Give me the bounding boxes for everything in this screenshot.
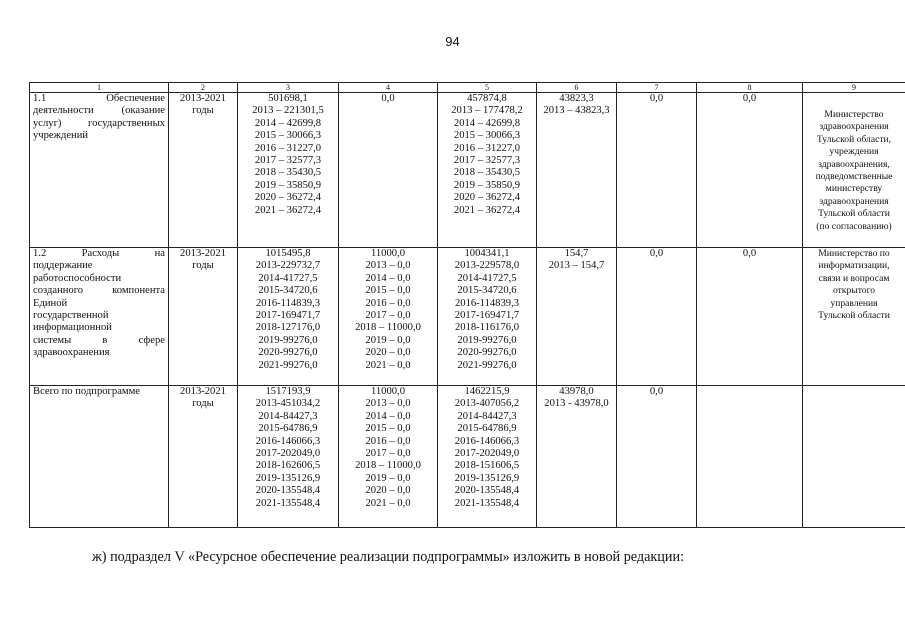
- cell-line: 2018 – 11000,0: [355, 322, 421, 334]
- header-cell: 9: [803, 83, 905, 93]
- cell-line: (по согласованию): [816, 220, 892, 232]
- cell-line: учреждения: [829, 146, 879, 158]
- cell-line: здравоохранения: [819, 195, 889, 207]
- cell-line: системы в сфере: [33, 334, 165, 346]
- cell-line: информационной: [33, 322, 112, 334]
- row-col4-cell: [339, 93, 438, 248]
- amendment-paragraph: ж) подраздел V «Ресурсное обеспечение реализации подпрограммы» изложить в новой редакции:: [92, 549, 685, 565]
- cell-line: подведомственные: [815, 171, 893, 183]
- cell-line: Тульской области: [818, 208, 890, 220]
- row-total-cell: [238, 93, 339, 248]
- cell-line: открытого: [832, 285, 876, 297]
- row-executor-cell: [803, 93, 905, 248]
- cell-line: 2016 – 0,0: [365, 297, 411, 309]
- cell-line: 2015-34720,6: [457, 285, 517, 297]
- cell-line: 2013-229578,0: [454, 260, 520, 272]
- cell-line: 2014 – 42699,8: [453, 117, 521, 129]
- cell-line: 2018 – 11000,0: [355, 460, 421, 472]
- table-row: [30, 93, 905, 248]
- cell-line: 2016 – 31227,0: [254, 142, 322, 154]
- cell-line: 2016 – 31227,0: [453, 142, 521, 154]
- row-col6-cell: [537, 386, 617, 528]
- cell-line: 2013 – 154,7: [548, 260, 605, 272]
- cell-line: 1.1 Обеспечение: [33, 93, 165, 104]
- row-executor-cell: [803, 248, 905, 386]
- row-col4-cell: [339, 386, 438, 528]
- row-col8-cell: [697, 93, 803, 248]
- cell-line: 2013-451034,2: [255, 398, 321, 410]
- cell-line: поддержание: [33, 260, 93, 272]
- cell-line: деятельности (оказание: [33, 105, 165, 117]
- table-header-row: [30, 83, 905, 93]
- table-row: [30, 386, 905, 528]
- cell-line: 2016-146066,3: [454, 435, 520, 447]
- header-cell: 6: [537, 83, 617, 93]
- cell-line: 2020-135548,4: [454, 485, 520, 497]
- cell-line: 2015 – 0,0: [365, 423, 411, 435]
- cell-line: 43823,3: [559, 93, 594, 104]
- cell-line: 2016 – 0,0: [365, 435, 411, 447]
- cell-line: 0,0: [649, 93, 664, 104]
- row-name-cell: [30, 386, 169, 528]
- cell-line: Всего по подпрограмме: [33, 386, 141, 397]
- cell-line: 2021 – 36272,4: [453, 204, 521, 216]
- cell-line: 2017 – 0,0: [365, 448, 411, 460]
- cell-line: 2020 – 36272,4: [453, 192, 521, 204]
- cell-line: 1.2 Расходы на: [33, 248, 165, 259]
- cell-line: 11000,0: [370, 248, 406, 259]
- cell-line: 2015-64786,9: [457, 423, 517, 435]
- header-cell: 8: [697, 83, 803, 93]
- header-cell: 5: [438, 83, 537, 93]
- cell-line: 2014-41727,5: [457, 272, 517, 284]
- header-cell: 4: [339, 83, 438, 93]
- cell-line: 2021-135548,4: [255, 497, 321, 509]
- cell-line: 2020 – 0,0: [365, 347, 411, 359]
- header-cell: 7: [617, 83, 697, 93]
- cell-line: 2013-2021: [180, 248, 226, 259]
- cell-line: 2020-99276,0: [258, 347, 318, 359]
- cell-line: 2019 – 35850,9: [254, 179, 322, 191]
- cell-line: 2018-162606,5: [255, 460, 321, 472]
- cell-line: 154,7: [564, 248, 589, 259]
- cell-line: Единой: [33, 297, 68, 309]
- cell-line: 0,0: [742, 248, 757, 259]
- cell-line: 2019-99276,0: [258, 334, 318, 346]
- cell-line: 457874,8: [467, 93, 507, 104]
- resource-table: [29, 82, 905, 528]
- cell-line: Тульской области,: [816, 133, 892, 145]
- cell-line: 2016-114839,3: [255, 297, 321, 309]
- cell-line: годы: [192, 398, 214, 410]
- cell-line: 0,0: [742, 93, 757, 104]
- cell-line: 2019-99276,0: [457, 334, 517, 346]
- row-col5-cell: [438, 386, 537, 528]
- cell-line: 2019-135126,9: [255, 472, 321, 484]
- cell-line: 2017-202049,0: [255, 448, 321, 460]
- cell-line: услуг) государственных: [33, 117, 165, 129]
- row-col6-cell: [537, 93, 617, 248]
- cell-line: годы: [192, 260, 214, 272]
- row-col5-cell: [438, 93, 537, 248]
- cell-line: 2017-169471,7: [255, 310, 321, 322]
- cell-line: 2013 – 177478,2: [451, 105, 523, 117]
- cell-line: 2021 – 0,0: [365, 359, 411, 371]
- row-col5-cell: [438, 248, 537, 386]
- cell-line: годы: [192, 105, 214, 117]
- cell-line: 2019 – 35850,9: [453, 179, 521, 191]
- cell-line: Тульской области: [818, 310, 890, 322]
- cell-line: 1517193,9: [265, 386, 311, 397]
- cell-line: связи и вопросам: [818, 272, 890, 284]
- cell-line: 2021-99276,0: [457, 359, 517, 371]
- row-col8-cell: [697, 386, 803, 528]
- cell-line: 2014 – 0,0: [365, 410, 411, 422]
- cell-line: 0,0: [381, 93, 395, 104]
- cell-line: 2013-2021: [180, 386, 226, 397]
- cell-line: 2019 – 0,0: [365, 334, 411, 346]
- row-col7-cell: [617, 93, 697, 248]
- row-period-cell: [169, 93, 238, 248]
- cell-line: 2014-84427,3: [258, 410, 318, 422]
- cell-line: 1004341,1: [464, 248, 510, 259]
- row-period-cell: [169, 248, 238, 386]
- cell-line: здравоохранения,: [818, 158, 890, 170]
- cell-line: 2013 - 43978,0: [544, 398, 609, 410]
- cell-line: 2014 – 0,0: [365, 272, 411, 284]
- cell-line: Министерство: [824, 109, 884, 120]
- cell-line: 2019 – 0,0: [365, 472, 411, 484]
- cell-line: 2020-99276,0: [457, 347, 517, 359]
- cell-line: информатизации,: [818, 260, 890, 272]
- row-col7-cell: [617, 386, 697, 528]
- cell-line: созданного компонента: [33, 285, 165, 297]
- cell-line: 2015 – 30066,3: [254, 130, 322, 142]
- cell-line: 2015 – 0,0: [365, 285, 411, 297]
- cell-line: 2013-2021: [180, 93, 226, 104]
- cell-line: 2021-99276,0: [258, 359, 318, 371]
- cell-line: 1015495,8: [265, 248, 311, 259]
- cell-line: министерству: [825, 183, 883, 195]
- row-name-cell: [30, 93, 169, 248]
- cell-line: управления: [830, 297, 878, 309]
- cell-line: 2013-407056,2: [454, 398, 520, 410]
- cell-line: 2021-135548,4: [454, 497, 520, 509]
- cell-line: 2021 – 36272,4: [254, 204, 322, 216]
- cell-line: 2017-202049,0: [454, 448, 520, 460]
- row-col4-cell: [339, 248, 438, 386]
- row-col6-cell: [537, 248, 617, 386]
- row-col7-cell: [617, 248, 697, 386]
- cell-line: 2015-34720,6: [258, 285, 318, 297]
- row-name-cell: [30, 248, 169, 386]
- cell-line: 501698,1: [268, 93, 308, 104]
- cell-line: 2013 – 0,0: [365, 398, 411, 410]
- row-period-cell: [169, 386, 238, 528]
- row-col8-cell: [697, 248, 803, 386]
- cell-line: Министерство по: [818, 248, 890, 259]
- cell-line: 2015-64786,9: [258, 423, 318, 435]
- cell-line: 2014-41727,5: [258, 272, 318, 284]
- cell-line: 2017 – 0,0: [365, 310, 411, 322]
- row-total-cell: [238, 386, 339, 528]
- cell-line: 2018 – 35430,5: [453, 167, 521, 179]
- cell-line: государственной: [33, 310, 109, 322]
- cell-line: 2016-114839,3: [454, 297, 520, 309]
- cell-line: 2017-169471,7: [454, 310, 520, 322]
- cell-line: 11000,0: [370, 386, 406, 397]
- cell-line: 1462215,9: [464, 386, 510, 397]
- cell-line: 2017 – 32577,3: [453, 155, 521, 167]
- cell-line: 2018 – 35430,5: [254, 167, 322, 179]
- cell-line: 2019-135126,9: [454, 472, 520, 484]
- cell-line: 2013-229732,7: [255, 260, 321, 272]
- cell-line: 2014-84427,3: [457, 410, 517, 422]
- cell-line: 2018-127176,0: [255, 322, 321, 334]
- header-cell: 2: [169, 83, 238, 93]
- table-row: [30, 248, 905, 386]
- cell-line: 2016-146066,3: [255, 435, 321, 447]
- cell-line: 2013 – 221301,5: [252, 105, 324, 117]
- cell-line: 2018-151606,5: [454, 460, 520, 472]
- cell-line: 43978,0: [559, 386, 594, 397]
- page-number: 94: [445, 34, 460, 49]
- cell-line: 0,0: [649, 248, 664, 259]
- header-cell: 3: [238, 83, 339, 93]
- cell-line: 2013 – 43823,3: [543, 105, 610, 117]
- cell-line: 2021 – 0,0: [365, 497, 411, 509]
- cell-line: 2020 – 36272,4: [254, 192, 322, 204]
- cell-line: 2018-116176,0: [454, 322, 520, 334]
- cell-line: 2013 – 0,0: [365, 260, 411, 272]
- row-total-cell: [238, 248, 339, 386]
- cell-line: 2020 – 0,0: [365, 485, 411, 497]
- cell-line: 2017 – 32577,3: [254, 155, 322, 167]
- header-cell: 1: [30, 83, 169, 93]
- cell-line: учреждений: [33, 130, 89, 142]
- cell-line: работоспособности: [33, 272, 122, 284]
- cell-line: 2020-135548,4: [255, 485, 321, 497]
- cell-line: 0,0: [649, 386, 664, 397]
- cell-line: здравоохранения: [819, 121, 889, 133]
- cell-line: 2014 – 42699,8: [254, 117, 322, 129]
- cell-line: здравоохранения: [33, 347, 110, 359]
- row-executor-cell: [803, 386, 905, 528]
- cell-line: 2015 – 30066,3: [453, 130, 521, 142]
